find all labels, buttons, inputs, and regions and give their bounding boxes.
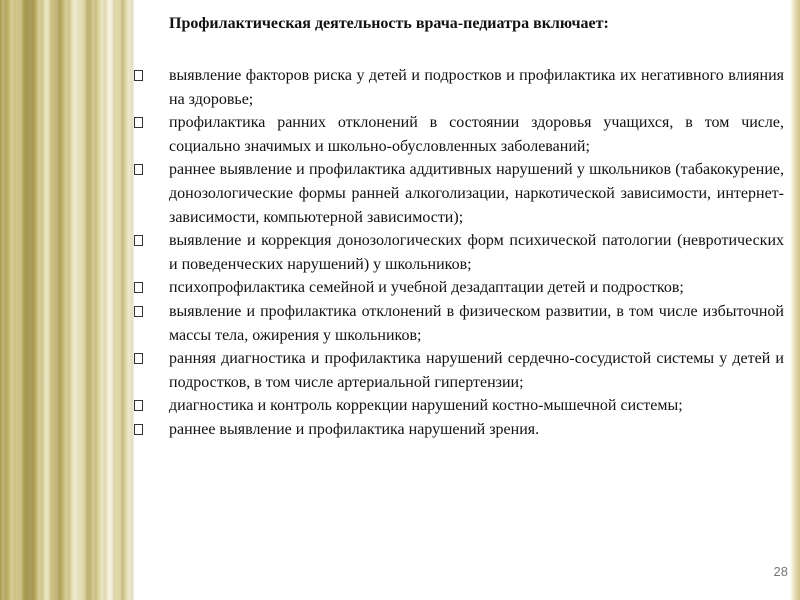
square-bullet-icon: [134, 117, 143, 128]
square-bullet-icon: [134, 400, 143, 411]
square-bullet-icon: [134, 306, 143, 317]
list-item-text: раннее выявление и профилактика аддитивных нарушений у школьников (табакокурение, донозологические формы ранней алкоголизации, наркотической зависимости, интернет-зависимости, компьютерной зависимости);: [169, 161, 784, 226]
square-bullet-icon: [134, 353, 143, 364]
list-item-text: выявление факторов риска у детей и подростков и профилактика их негативного влияния на здоровье;: [169, 67, 784, 108]
decorative-left-band: [0, 0, 134, 600]
square-bullet-icon: [134, 282, 143, 293]
square-bullet-icon: [134, 424, 143, 435]
list-item: [134, 111, 784, 158]
list-item-text: диагностика и контроль коррекции нарушений костно-мышечной системы;: [169, 397, 683, 415]
list-item: [134, 276, 784, 300]
square-bullet-icon: [134, 164, 143, 175]
list-item-text: психопрофилактика семейной и учебной дезадаптации детей и подростков;: [169, 279, 684, 297]
page-number: 28: [773, 564, 788, 579]
list-item-text: ранняя диагностика и профилактика нарушений сердечно-сосудистой системы у детей и подростков, в том числе артериальной гипертензии;: [169, 350, 784, 391]
list-item-text: выявление и коррекция донозологических форм психической патологии (невротических и поведенческих нарушений) у школьников;: [169, 232, 784, 273]
list-item: [134, 418, 784, 442]
list-item-text: профилактика ранних отклонений в состоянии здоровья учащихся, в том числе, социально значимых и школьно-обусловленных заболеваний;: [169, 114, 784, 155]
list-item-text: выявление и профилактика отклонений в физическом развитии, в том числе избыточной массы тела, ожирения у школьников;: [169, 302, 784, 344]
slide-title: Профилактическая деятельность врача-педиатра включает:: [169, 15, 609, 32]
decorative-right-edge: [790, 0, 800, 600]
list-item: [134, 158, 784, 229]
list-item: [134, 64, 784, 111]
list-item: [134, 347, 784, 394]
square-bullet-icon: [134, 235, 143, 246]
list-item: [134, 394, 784, 418]
list-item: [134, 300, 784, 347]
list-item-text: раннее выявление и профилактика нарушений зрения.: [169, 420, 540, 438]
square-bullet-icon: [134, 70, 143, 81]
prevention-activities-list: [134, 64, 784, 442]
list-item: [134, 229, 784, 276]
